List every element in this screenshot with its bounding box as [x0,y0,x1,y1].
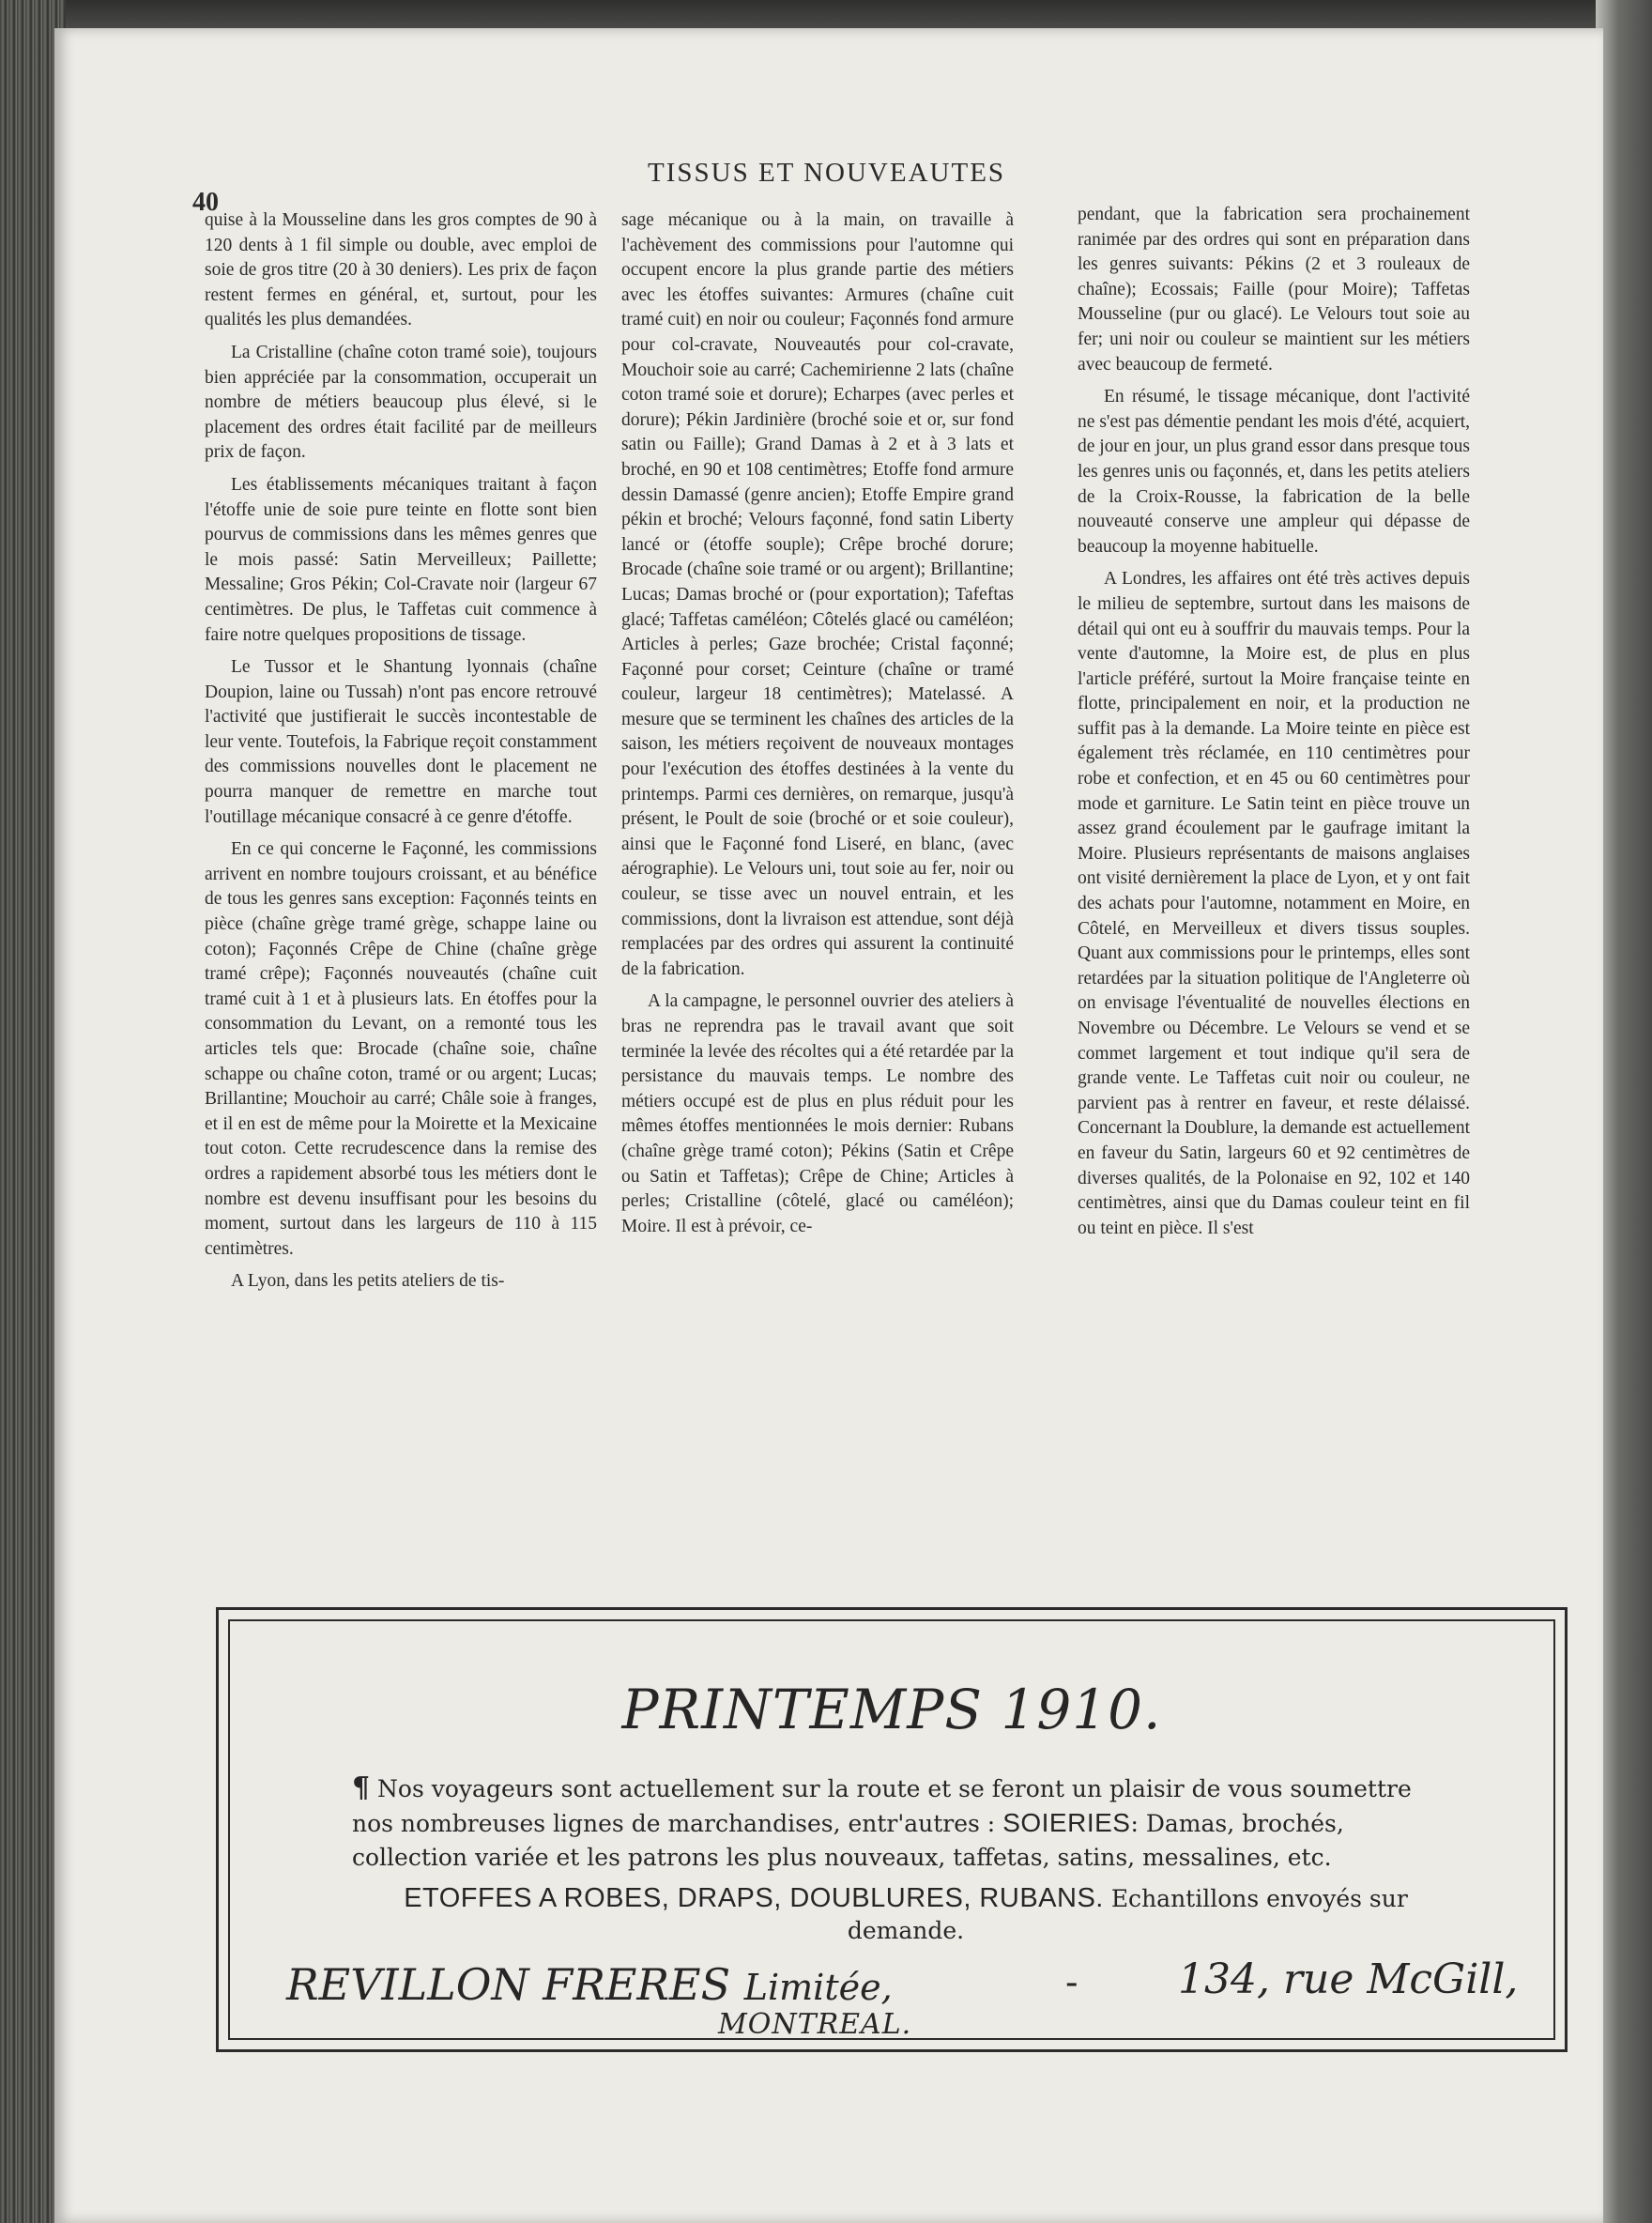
running-head: TISSUS ET NOUVEAUTES [648,158,1006,188]
ad-samples-text: Echantillons envoyés sur demande. [847,1885,1408,1944]
text-column-3 [1078,203,1470,1249]
advertisement-box [216,1607,1568,2052]
page-number: 40 [192,188,219,217]
column-paragraph: A Londres, les affaires ont été très actives depuis le milieu de septembre, surtout dans les maisons de détail qui ont eu à souffrir du mauvais temps. Pour la vente d'automne, la Moire est, de plus en plus l'article préféré, surtout la Moire française teinte en flotte, principalement en noir, et la production ne suffit pas à la demande. La Moire teinte en pièce est également très réclamée, en 110 centimètres pour robe et confection, et en 45 ou 60 centimètres pour mode et garniture. Le Satin teint en pièce trouve un assez grand écoulement par le gaufrage imitant la Moire. Plusieurs représentants de maisons anglaises ont visité dernièrement la place de Lyon, et y ont fait des achats pour l'automne, notamment en Moire, en Côtelé, en Merveilleux et divers tissus souples. Quant aux commissions pour le printemps, elles sont retardées par la situation politique de l'Angleterre où on envisage l'éventualité de nouvelles élections en Novembre ou Décembre. Le Velours se vend et se commet largement et tout indique qu'il sera de grande vente. Le Taffetas cuit noir ou couleur, ne parvient pas à rentrer en faveur, et reste délaissé. Concernant la Doublure, la demande est actuellement en faveur du Satin, largeurs 60 et 92 centimètres de diverses qualités, de la Polonaise en 92, 102 et 140 centimètres, ainsi que du Damas couleur teint en fil ou teint en pièce. Il s'est [1078,569,1470,1238]
column-paragraph: A Lyon, dans les petits ateliers de tis- [231,1271,505,1292]
advertisement-inner-frame [228,1619,1555,2040]
ad-etoffes-label: ETOFFES A ROBES, DRAPS, DOUBLURES, RUBANS. [404,1883,1104,1913]
ad-soieries-text: : Damas, brochés, collection variée et les patrons les plus nouveaux, taffetas, satins, messalines, etc. [352,1810,1344,1871]
scan-right-border [1596,0,1652,2223]
pilcrow-icon: ¶ [352,1771,371,1804]
ad-intro-text: Nos voyageurs sont actuellement sur la route et se feront un plaisir de vous soumettre nos nombreuses lignes de marchandises, entr'autres : [352,1775,1412,1837]
text-column-1 [205,208,597,1302]
ad-address: 134, rue McGill, [1178,1955,1519,2003]
column-paragraph: En résumé, le tissage mécanique, dont l'activité ne s'est pas démentie pendant les mois d'été, acquiert, de jour en jour, un plus grand essor dans presque tous les genres unis ou façonnés, et, dans les petits ateliers de la Croix-Rousse, la fabrication de la belle nouveauté conserve une ampleur qui dépasse de beaucoup la moyenne habituelle. [1078,387,1470,557]
column-paragraph: Les établissements mécaniques traitant à façon l'étoffe unie de soie pure teinte en flotte sont bien pourvus de commissions dans les mêmes genres que le mois passé: Satin Merveilleux; Paillette; Messaline; Gros Pékin; Col-Cravate noir (largeur 67 centimètres. De plus, le Taffetas cuit commence à faire notre quelques propositions de tissage. [205,474,597,645]
ad-title: PRINTEMPS 1910. [621,1678,1162,1741]
ad-soieries-label: SOIERIES [1002,1808,1131,1837]
column-paragraph: Le Tussor et le Shantung lyonnais (chaîne Doupion, laine ou Tussah) n'ont pas encore retrouvé l'activité que justifierait le succès incontestable de leur vente. Toutefois, la Fabrique reçoit constamment des commissions nouvelles dont le placement ne pourra manquer de remettre en marche tout l'outillage mécanique consacré à ce genre d'étoffe. [205,657,597,827]
ad-city: MONTREAL. [718,2008,912,2041]
scan-top-border [0,0,1652,32]
column-paragraph: quise à la Mousseline dans les gros comptes de 90 à 120 dents à 1 fil simple ou double, avec emploi de soie de gros titre (20 à 30 deniers). Les prix de façon restent fermes en général, et, surtout, pour les qualités les plus demandées. [205,210,597,330]
column-paragraph: pendant, que la fabrication sera prochainement ranimée par des ordres qui sont en préparation dans les genres suivants: Pékins (2 et 3 rouleaux de chaîne); Ecossais; Faille (pour Moire); Taffetas Mousseline (pur ou glacé). Le Velours tout soie au fer; uni noir ou couleur se maintient sur les métiers avec beaucoup de fermeté. [1078,205,1470,375]
column-paragraph: sage mécanique ou à la main, on travaille à l'achèvement des commissions pour l'automne qui occupent encore la plus grande partie des métiers avec les étoffes suivantes: Armures (chaîne cuit tramé cuit) en noir ou couleur; Façonnés fond armure pour col-cravate, Nouveautés pour col-cravate, Mouchoir soie au carré; Cachemirienne 2 lats (chaîne coton tramé soie et dorure); Echarpes (avec perles et dorure); Pékin Jardinière (broché soie et or, sur fond satin ou Faille); Grand Damas à 2 et à 3 lats et broché, en 90 et 108 centimètres; Etoffe fond armure dessin Damassé (genre ancien); Etoffe Empire grand pékin et broché; Velours façonné, fond satin Liberty lancé or (étoffe souple); Crêpe broché dorure; Brocade (chaîne soie tramé or ou argent); Brillantine; Lucas; Damas broché or (pour exportation); Tafeftas glacé; Taffetas caméléon; Côtelés glacé ou caméléon; Articles à perles; Gaze brochée; Cristal façonné; Façonné pour corset; Ceinture (chaîne or tramé couleur, largeur 18 centimètres); Matelassé. A mesure que se terminent les chaînes des articles de la saison, les métiers reçoivent de nouveaux montages pour l'exécution des étoffes destinées à la vente du printemps. Parmi ces dernières, on remarque, jusqu'à présent, le Poult de soie (broché or et soie couleur), ainsi que le Façonné fond Liseré, en blanc, (avec aérographie). Le Velours uni, tout soie au fer, noir ou couleur, se tisse avec un nouvel entrain, et les commissions, dont la livraison est attendue, sont déjà remplacées par des ordres qui assurent la continuité de la fabrication. [621,210,1014,979]
ad-intro-paragraph [352,1771,1460,1875]
ad-etoffes-line [352,1882,1460,1947]
ad-dash: - [1065,1961,1078,2004]
ad-company: REVILLON FRERES [286,1959,731,2010]
column-paragraph: En ce qui concerne le Façonné, les commissions arrivent en nombre toujours croissant, et au bénéfice de tous les genres sans exception: Façonnés teints en pièce (chaîne grège tramé grège, schappe laine ou coton); Façonnés Crêpe de Chine (chaîne grège tramé crêpe); Façonnés nouveautés (chaîne cuit tramé cuit à 1 et à plusieurs lats. En étoffes pour la consommation du Levant, on a remonté tous les articles tels que: Brocade (chaîne soie, chaîne schappe ou chaîne coton, tramé or ou argent; Lucas; Brillantine; Mouchoir au carré; Châle soie à franges, et il en est de même pour la Moirette et la Mexicaine tout coton. Cette recrudescence dans la remise des ordres a rapidement absorbé tous les métiers dont le nombre est devenu insuffisant pour les besoins du moment, surtout dans les largeurs de 110 à 115 centimètres. [205,839,597,1259]
column-paragraph: La Cristalline (chaîne coton tramé soie), toujours bien appréciée par la consommation, occuperait un nombre de métiers beaucoup plus élevé, si le placement des ordres était facilité par de meilleurs prix de façon. [205,342,597,463]
column-paragraph: A la campagne, le personnel ouvrier des ateliers à bras ne reprendra pas le travail avant que soit terminée la levée des récoltes qui a été retardée par la persistance du mauvais temps. Le nombre des métiers occupé est de plus en plus réduit pour les mêmes étoffes mentionnées le mois dernier: Rubans (chaîne grège tramé coton); Pékins (Satin et Crêpe ou Satin et Taffetas); Crêpe de Chine; Articles à perles; Cristalline (côtelé, glacé ou caméléon); Moire. Il est à prévoir, ce- [621,991,1014,1236]
ad-company-name [286,1959,893,2010]
text-column-2 [621,208,1014,1247]
ad-limitee: Limitée, [743,1967,893,2008]
